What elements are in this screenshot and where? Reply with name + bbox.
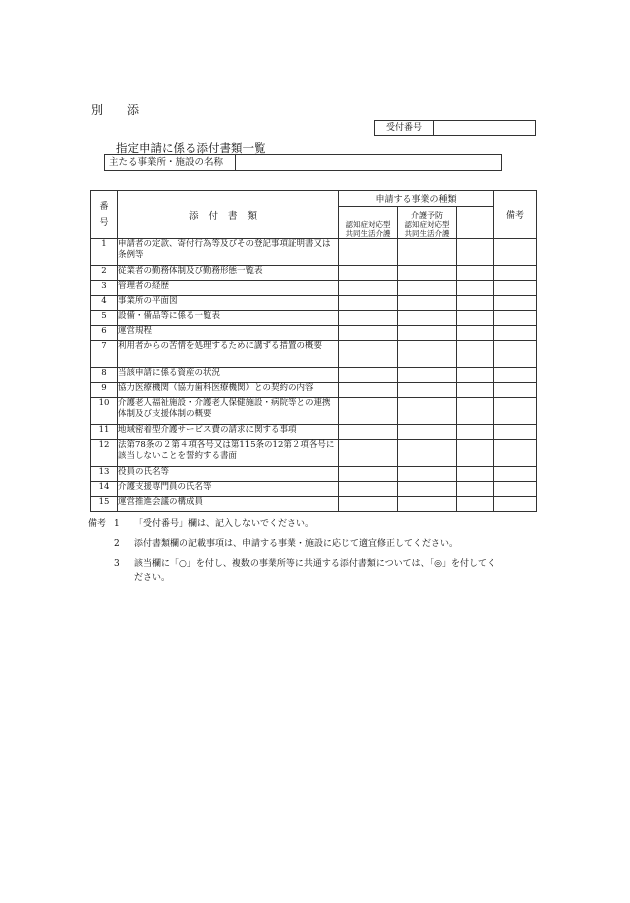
- remarks-cell[interactable]: [494, 440, 537, 467]
- table-row: [91, 266, 537, 281]
- check-cell[interactable]: [457, 425, 494, 440]
- check-cell[interactable]: [457, 326, 494, 341]
- receipt-number-field[interactable]: [434, 121, 535, 135]
- row-number: 8: [91, 368, 118, 383]
- remarks-item-text: 該当欄に「○」を付し、複数の事業所等に共通する添付書類については、「◎」を付してく: [134, 559, 497, 569]
- sub-b-line1: 認知症対応型: [404, 220, 450, 229]
- check-cell[interactable]: [457, 368, 494, 383]
- remarks-item: [88, 514, 548, 534]
- header-sub-blank: [457, 207, 494, 239]
- check-cell[interactable]: [398, 482, 457, 497]
- remarks-cell[interactable]: [494, 383, 537, 398]
- row-document: 役員の氏名等: [118, 467, 339, 482]
- row-number: 14: [91, 482, 118, 497]
- check-cell[interactable]: [457, 482, 494, 497]
- remarks-cell[interactable]: [494, 239, 537, 266]
- sub-b-line2: 共同生活介護: [404, 229, 450, 238]
- facility-name-label: 主たる事業所・施設の名称: [105, 155, 236, 170]
- remarks-cell[interactable]: [494, 368, 537, 383]
- remarks-item-text: 「受付番号」欄は、記入しないでください。: [134, 519, 315, 529]
- check-cell[interactable]: [339, 326, 398, 341]
- check-cell[interactable]: [398, 341, 457, 368]
- check-cell[interactable]: [398, 425, 457, 440]
- remarks-cell[interactable]: [494, 296, 537, 311]
- table-row: [91, 341, 537, 368]
- row-document: 利用者からの苦情を処理するために講ずる措置の概要: [118, 341, 339, 368]
- remarks-cell[interactable]: [494, 467, 537, 482]
- remarks-cell[interactable]: [494, 341, 537, 368]
- check-cell[interactable]: [339, 341, 398, 368]
- check-cell[interactable]: [457, 266, 494, 281]
- table-row: [91, 383, 537, 398]
- remarks-cell[interactable]: [494, 398, 537, 425]
- check-cell[interactable]: [398, 239, 457, 266]
- check-cell[interactable]: [398, 497, 457, 512]
- row-document: 介護支援専門員の氏名等: [118, 482, 339, 497]
- receipt-number-label: 受付番号: [375, 121, 434, 135]
- remarks-item-number: 2: [114, 539, 120, 549]
- table-row: [91, 467, 537, 482]
- remarks-cell[interactable]: [494, 497, 537, 512]
- row-document: 当該申請に係る資産の状況: [118, 368, 339, 383]
- check-cell[interactable]: [398, 467, 457, 482]
- check-cell[interactable]: [398, 368, 457, 383]
- check-cell[interactable]: [339, 425, 398, 440]
- facility-name-box: [104, 154, 502, 171]
- check-cell[interactable]: [398, 311, 457, 326]
- table-row: [91, 497, 537, 512]
- check-cell[interactable]: [457, 341, 494, 368]
- remarks-cell[interactable]: [494, 311, 537, 326]
- row-number: 1: [91, 239, 118, 266]
- header-documents: 添付書類: [118, 191, 339, 239]
- row-number: 6: [91, 326, 118, 341]
- annex-label: 別 添: [91, 103, 146, 117]
- row-document: 運営推進会議の構成員: [118, 497, 339, 512]
- check-cell[interactable]: [339, 482, 398, 497]
- row-number: 4: [91, 296, 118, 311]
- row-document: 管理者の経歴: [118, 281, 339, 296]
- table-row: [91, 368, 537, 383]
- row-number: 13: [91, 467, 118, 482]
- table-row: [91, 398, 537, 425]
- remarks-item-continuation: ださい。: [134, 573, 171, 583]
- row-document: 地域密着型介護サービス費の請求に関する事項: [118, 425, 339, 440]
- row-number: 10: [91, 398, 118, 425]
- row-document: 協力医療機関（協力歯科医療機関）との契約の内容: [118, 383, 339, 398]
- table-row: [91, 281, 537, 296]
- remarks-section: [88, 514, 548, 588]
- remarks-cell[interactable]: [494, 266, 537, 281]
- row-document: 介護老人福祉施設・介護老人保健施設・病院等との連携体制及び支援体制の概要: [118, 398, 339, 425]
- table-row: [91, 482, 537, 497]
- sub-a-line2: 共同生活介護: [345, 229, 391, 238]
- check-cell[interactable]: [398, 296, 457, 311]
- receipt-number-box: [374, 120, 536, 136]
- row-number: 12: [91, 440, 118, 467]
- table-row: [91, 326, 537, 341]
- row-number: 5: [91, 311, 118, 326]
- check-cell[interactable]: [457, 398, 494, 425]
- check-cell[interactable]: [457, 497, 494, 512]
- check-cell[interactable]: [339, 440, 398, 467]
- check-cell[interactable]: [339, 311, 398, 326]
- sub-b-line0: 介護予防: [411, 211, 443, 220]
- table-row: [91, 296, 537, 311]
- row-number: 7: [91, 341, 118, 368]
- row-document: 設備・備品等に係る一覧表: [118, 311, 339, 326]
- check-cell[interactable]: [457, 440, 494, 467]
- row-number: 3: [91, 281, 118, 296]
- remarks-item-number: 1: [114, 519, 120, 529]
- check-cell[interactable]: [457, 311, 494, 326]
- row-document: 法第78条の２第４項各号又は第115条の12第２項各号に該当しないことを誓約する書面: [118, 440, 339, 467]
- sub-a-line1: 認知症対応型: [345, 220, 391, 229]
- check-cell[interactable]: [398, 383, 457, 398]
- header-number-text: 番号: [99, 201, 109, 228]
- check-cell[interactable]: [457, 281, 494, 296]
- check-cell[interactable]: [339, 266, 398, 281]
- row-number: 15: [91, 497, 118, 512]
- check-cell[interactable]: [339, 383, 398, 398]
- header-sub-dementia-group-care: [339, 207, 398, 239]
- document-title: 指定申請に係る添付書類一覧: [116, 141, 266, 155]
- remarks-cell[interactable]: [494, 326, 537, 341]
- check-cell[interactable]: [339, 497, 398, 512]
- check-cell[interactable]: [398, 281, 457, 296]
- check-cell[interactable]: [457, 239, 494, 266]
- attachments-table: [90, 190, 537, 512]
- remarks-item-text: 添付書類欄の記載事項は、申請する事業・施設に応じて適宜修正してください。: [134, 539, 459, 549]
- row-document: 従業者の勤務体制及び勤務形態一覧表: [118, 266, 339, 281]
- facility-name-field[interactable]: [236, 155, 501, 170]
- table-row: [91, 311, 537, 326]
- row-document: 事業所の平面図: [118, 296, 339, 311]
- row-document: 運営規程: [118, 326, 339, 341]
- check-cell[interactable]: [339, 296, 398, 311]
- check-cell[interactable]: [339, 398, 398, 425]
- remarks-cell[interactable]: [494, 281, 537, 296]
- table-row: [91, 440, 537, 467]
- remarks-item: [88, 534, 548, 554]
- check-cell[interactable]: [457, 467, 494, 482]
- check-cell[interactable]: [398, 326, 457, 341]
- row-number: 9: [91, 383, 118, 398]
- check-cell[interactable]: [457, 296, 494, 311]
- table-row: [91, 425, 537, 440]
- header-sub-preventive-dementia-group-care: [398, 207, 457, 239]
- check-cell[interactable]: [339, 368, 398, 383]
- check-cell[interactable]: [398, 398, 457, 425]
- header-service-type: 申請する事業の種類: [339, 191, 494, 207]
- remarks-cell[interactable]: [494, 425, 537, 440]
- header-remarks: 備考: [494, 191, 537, 239]
- remarks-cell[interactable]: [494, 482, 537, 497]
- check-cell[interactable]: [398, 266, 457, 281]
- header-number: [91, 191, 118, 239]
- check-cell[interactable]: [398, 440, 457, 467]
- row-number: 2: [91, 266, 118, 281]
- row-document: 申請者の定款、寄付行為等及びその登記事項証明書又は条例等: [118, 239, 339, 266]
- table-row: [91, 239, 537, 266]
- check-cell[interactable]: [339, 239, 398, 266]
- check-cell[interactable]: [339, 281, 398, 296]
- remarks-item-number: 3: [114, 559, 120, 569]
- row-number: 11: [91, 425, 118, 440]
- remarks-heading: 備考: [88, 519, 107, 529]
- check-cell[interactable]: [457, 383, 494, 398]
- check-cell[interactable]: [339, 467, 398, 482]
